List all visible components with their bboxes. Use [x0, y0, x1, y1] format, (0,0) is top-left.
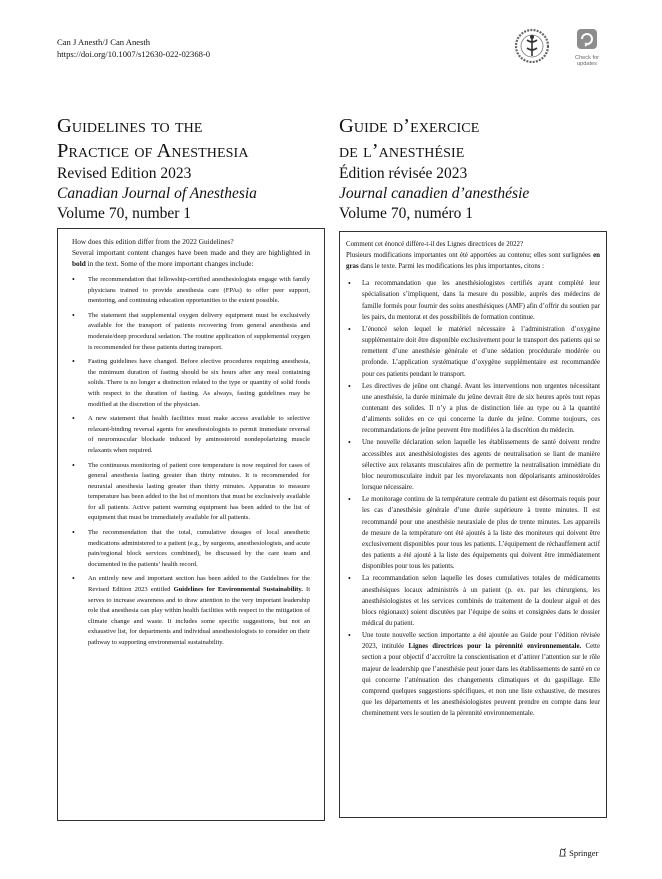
journal-name: Can J Anesth/J Can Anesth [57, 37, 151, 47]
french-last-item-rest: Cette section a pour objectif d’accroître la conscientisation et d’attirer l’attention sur le rôle majeur de leadership que l’anesthésie peut jouer dans les établissements de santé en ce qui concerne l’atténuation des changements climatiques et du gaspillage. Elle comprend quelques suggestions spécifiques, et non une liste exhaustive, de mesures que les départements et les anesthésiologistes peuvent prendre en compte dans leur cheminement vers le soutien de la pérennité environnementale. [362, 643, 600, 718]
french-intro-question: Comment cet énoncé diffère-t-il des Lignes directrices de 2022? [346, 241, 524, 248]
english-intro-text: Several important content changes have been made and they are highlighted in [72, 248, 310, 257]
list-item: • The recommendation that the total, cumulative dosages of local anesthetic medications administered to a patient (e.g., by surgeons, anesthesiologists, and acute pain/regional block services combined), be discussed by the care team and documented in the patients’ health record. [72, 528, 310, 570]
english-last-item-rest: It serves to increase awareness and to draw attention to the very important leadership role that anesthesia can play within health facilities with respect to the mitigation of climate change and waste. It includes some specific suggestions, but not an exhaustive list, for departments and individual anesthesiologists to consider on their pathway to supporting environmental sustainability. [88, 586, 311, 646]
check-updates-label: Check for updates [575, 55, 599, 67]
check-updates-icon [576, 28, 598, 50]
list-item: • The recommendation that fellowship-certified anesthesiologists engage with family physicians trained to provide anesthesia care (FPAs) to offer peer support, mentoring, and continuing education opportunities to the extent possible. [72, 275, 310, 307]
list-item: • Le monitorage continu de la température centrale du patient est désormais requis pour les cas d’anesthésie générale d’une durée supérieure à trente minutes. Il est recommandé pour une anesthésie neuraxiale de plus de trente minutes. Les appareils de mesure de la température ont été ajoutés à la liste des moniteurs qui doivent être exclusivement disponibles pour tous les patients. L’équipement de réchauffement actif des patients a été ajouté à la liste des équipements qui doivent être immédiatement disponibles pour tous les patients. [346, 494, 600, 572]
doi-link[interactable]: https://doi.org/10.1007/s12630-022-02368-0 [57, 49, 211, 59]
list-item: • Fasting guidelines have changed. Before elective procedures requiring anesthesia, the minimum duration of fasting should be six hours after any meal containing solids. There is no longer a distinction related to the type or quantity of solid foods with respect to the duration of fasting. As always, fasting guidelines may be modified at the discretion of the physician. [72, 357, 310, 410]
english-changes-list [72, 275, 310, 649]
french-edition: Édition révisée 2023 [339, 165, 468, 182]
french-title-line2: de l’anesthésie [339, 140, 465, 162]
french-summary-box [339, 231, 607, 818]
french-changes-list [346, 278, 600, 719]
list-item: • La recommandation que les anesthésiologistes certifiés ayant complété leur spécialisation s’impliquent, dans la mesure du possible, auprès des médecins de famille formés pour fournir des soins anesthésiques (AMF) afin d’offrir du soutien par les pairs, du mentorat et des possibilités de formation continue. [346, 278, 600, 323]
french-intro-text: Plusieurs modifications importantes ont été apportées au contenu; elles sont surlignées [346, 252, 591, 260]
publisher-name: Springer [569, 848, 599, 858]
english-last-item-text: An entirely new and important section has been added to the Guidelines for the Revised Edition 2023 entitled [88, 575, 310, 594]
french-intro-rest: dans le texte. Parmi les modifications les plus importantes, citons : [360, 263, 545, 271]
springer-horse-icon [558, 848, 567, 857]
english-intro [72, 236, 310, 269]
english-title-line1: Guidelines to the [57, 115, 203, 137]
header-logos [514, 28, 614, 68]
french-intro [346, 239, 600, 272]
french-last-item-text: Une toute nouvelle section importante a été ajoutée au Guide pour l’édition révisée 2023, intitulée [362, 632, 600, 651]
french-title-line1: Guide d’exercice [339, 115, 480, 137]
publisher-footer [558, 848, 598, 858]
list-item: • The statement that supplemental oxygen delivery equipment must be exclusively available for the transport of patients recovering from general anesthesia and moderate/deep procedural sedation. The routine application of supplemental oxygen is recommended for these patients during transport. [72, 311, 310, 353]
english-last-item-bold: Guidelines for Environmental Sustainability. [173, 586, 303, 594]
english-edition: Revised Edition 2023 [57, 165, 192, 182]
french-heading [339, 114, 607, 224]
list-item: • The continuous monitoring of patient core temperature is now required for cases of general anesthesia lasting greater than thirty minutes. It is recommended for neuraxial anesthesia lasting greater than thirty minutes. Apparatus to measure temperature has been added to the list of monitors that must be exclusively available for all patients. Active patient warming equipment has been added to the list of equipment that must be immediately available for all patients. [72, 461, 310, 525]
english-intro-bold: bold [72, 259, 86, 268]
french-intro-bold: en gras [346, 252, 600, 271]
english-title-line2: Practice of Anesthesia [57, 140, 249, 162]
list-item [346, 630, 600, 719]
check-updates-badge[interactable] [572, 28, 602, 67]
english-heading [57, 114, 325, 224]
running-header [57, 36, 210, 60]
french-volume: Volume 70, numéro 1 [339, 205, 474, 222]
list-item: • L’énoncé selon lequel le matériel nécessaire à l’administration d’oxygène supplémentaire doit être disponible exclusivement pour le transport des patients qui se remettent d’une anesthésie générale et d’une sédation procédurale modérée ou profonde. L’application systématique d’oxygène supplémentaire est recommandée pour ces patients pendant le transport. [346, 324, 600, 380]
english-intro-rest: in the text. Some of the more important changes include: [87, 259, 254, 268]
english-summary-box [57, 228, 325, 821]
english-volume: Volume 70, number 1 [57, 205, 192, 222]
list-item: • A new statement that health facilities must make access available to selective relaxant-binding reversal agents for anesthesiologists to permit immediate reversal of neuromuscular blockade induced by aminosteroid nondepolarizing muscle relaxants when required. [72, 414, 310, 456]
french-last-item-bold: Lignes directrices pour la pérennité environnementale. [408, 643, 582, 651]
english-journal: Canadian Journal of Anesthesia [57, 185, 257, 202]
list-item: • Les directives de jeûne ont changé. Avant les interventions non urgentes nécessitant une anesthésie, la durée minimale du jeûne devrait être de six heures après tout repas contenant des solides. Il n’y a plus de distinction liée au type ou à la quantité d’aliments solides en ce qui concerne la durée du jeûne. Comme toujours, ces recommandations de jeûne peuvent être modifiées à la discrétion du médecin. [346, 381, 600, 437]
list-item: • La recommandation selon laquelle les doses cumulatives totales de médicaments anesthésiques locaux administrés à un patient (p. ex. par les chirurgiens, les anesthésiologistes et les services combinés de traitement de la douleur aiguë et des blocs régionaux) soient discutées par l’équipe de soins et consignées dans le dossier médical du patient. [346, 573, 600, 629]
french-journal: Journal canadien d’anesthésie [339, 185, 530, 202]
list-item [72, 574, 310, 648]
english-intro-question: How does this edition differ from the 2022 Guidelines? [72, 237, 234, 246]
list-item: • Une nouvelle déclaration selon laquelle les établissements de santé doivent rendre accessibles aux anesthésiologistes des agents de neutralisation se liant de manière sélective aux relaxants musculaires afin de permettre la neutralisation immédiate du bloc neuromusculaire induit par les myorelaxants non dépolarisants aminostéroïdes lorsque nécessaire. [346, 437, 600, 493]
